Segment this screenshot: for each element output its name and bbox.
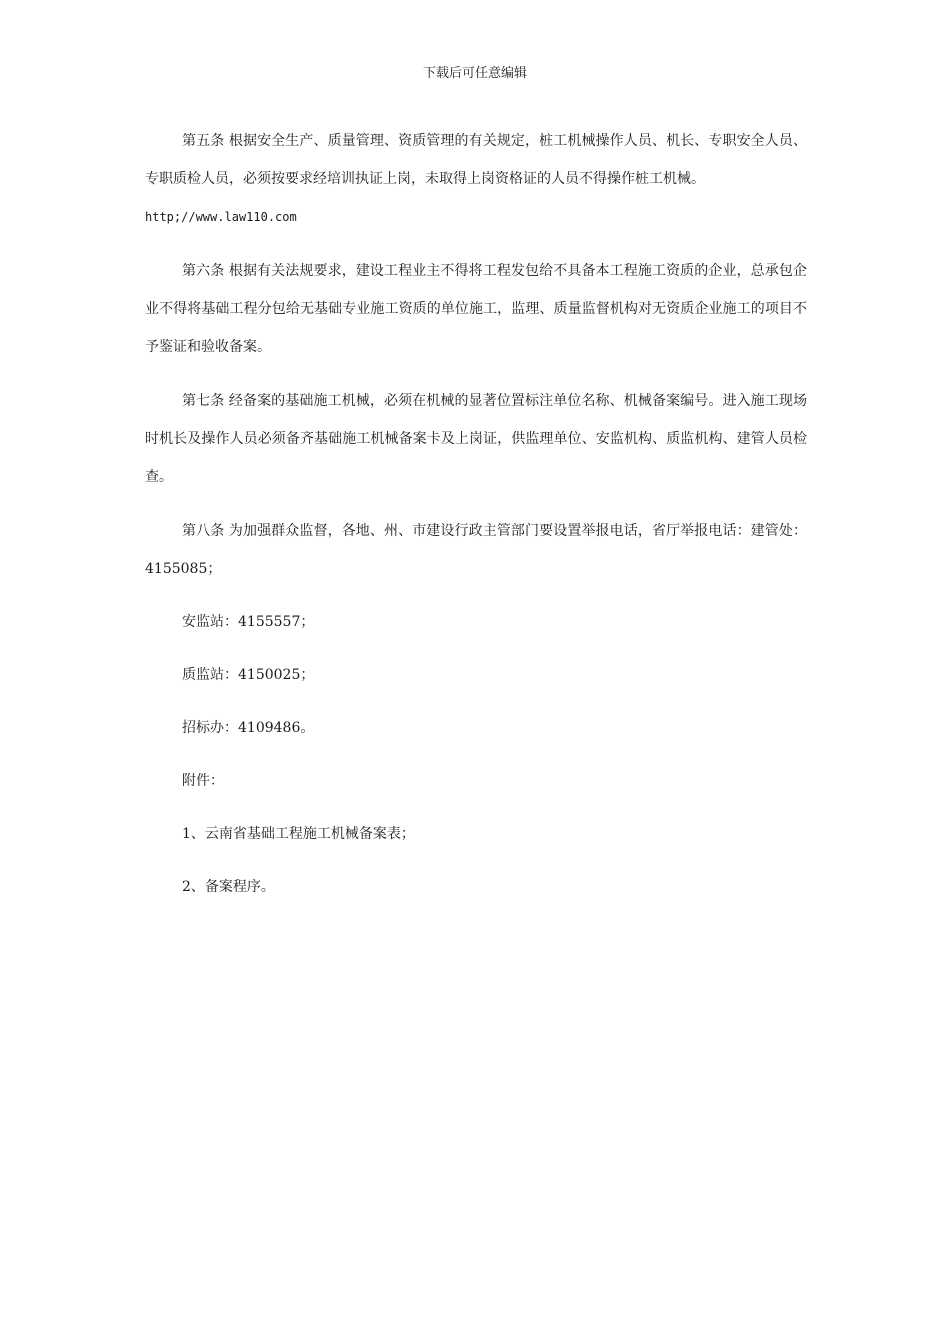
article-5: 第五条 根据安全生产、质量管理、资质管理的有关规定，桩工机械操作人员、机长、专职安全人员、专职质检人员，必须按要求经培训执证上岗，未取得上岗资格证的人员不得操作桩工机械。	[145, 133, 807, 187]
attachment-item-2: 2、备案程序。	[182, 879, 275, 895]
phone-zhaobiao: 招标办：4109486。	[182, 720, 315, 736]
attachment-label: 附件：	[182, 773, 224, 789]
source-url: http;//www.law110.com	[145, 210, 297, 224]
article-8: 第八条 为加强群众监督，各地、州、市建设行政主管部门要设置举报电话，省厅举报电话：建管处：4155085；	[145, 523, 807, 577]
attachment-item-1: 1、云南省基础工程施工机械备案表；	[182, 826, 415, 842]
phone-zhijian: 质监站：4150025；	[182, 667, 315, 683]
document-body	[145, 122, 807, 906]
page-header: 下载后可任意编辑	[422, 66, 527, 81]
article-7: 第七条 经备案的基础施工机械，必须在机械的显著位置标注单位名称、机械备案编号。进入施工现场时机长及操作人员必须备齐基础施工机械备案卡及上岗证，供监理单位、安监机构、质监机构、建管人员检查。	[145, 393, 807, 485]
article-6: 第六条 根据有关法规要求，建设工程业主不得将工程发包给不具备本工程施工资质的企业，总承包企业不得将基础工程分包给无基础专业施工资质的单位施工，监理、质量监督机构对无资质企业施工的项目不予鉴证和验收备案。	[145, 263, 807, 355]
phone-anjian: 安监站：4155557；	[182, 614, 315, 630]
